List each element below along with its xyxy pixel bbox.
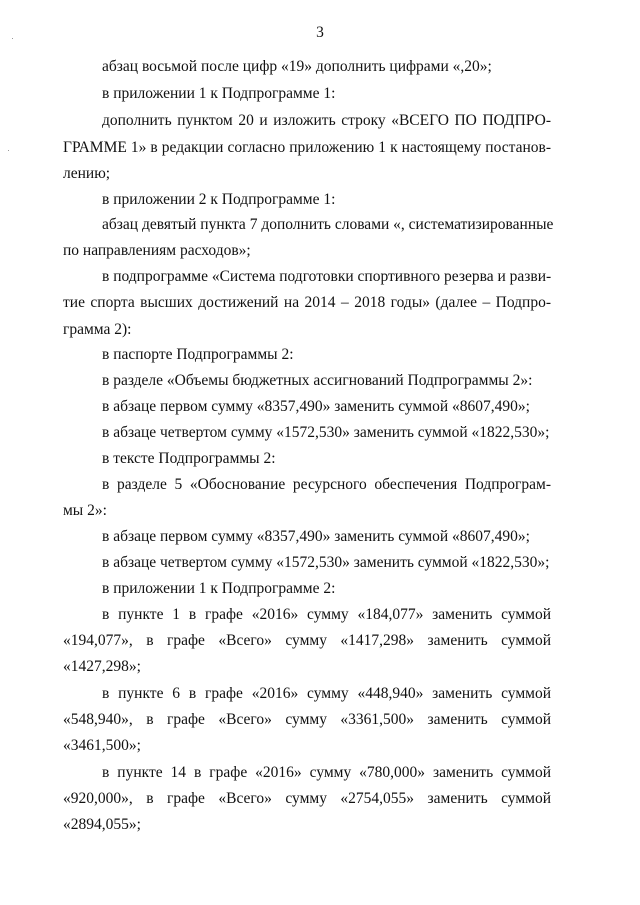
scan-speck [8, 150, 9, 151]
paragraph-line: по направлениям расходов»; [63, 242, 251, 259]
paragraph-line: «548,940», в графе «Всего» сумму «3361,500» заменить суммой [63, 711, 551, 728]
paragraph-line: в пункте 6 в графе «2016» сумму «448,940» заменить суммой [102, 685, 551, 702]
paragraph-line: в разделе 5 «Обоснование ресурсного обеспечения Подпрограм- [102, 476, 551, 493]
paragraph-line: в пункте 1 в графе «2016» сумму «184,077» заменить суммой [102, 606, 551, 623]
paragraph-line: в абзаце первом сумму «8357,490» заменить суммой «8607,490»; [102, 398, 530, 415]
paragraph-line: дополнить пунктом 20 и изложить строку «ВСЕГО ПО ПОДПРО- [102, 112, 551, 129]
paragraph-line: в тексте Подпрограммы 2: [102, 450, 276, 467]
paragraph-line: в абзаце четвертом сумму «1572,530» заменить суммой «1822,530»; [102, 554, 550, 571]
scan-speck [12, 38, 13, 39]
paragraph-line: в приложении 1 к Подпрограмме 2: [102, 580, 336, 597]
paragraph-line: абзац восьмой после цифр «19» дополнить цифрами «,20»; [102, 58, 492, 75]
paragraph-line: абзац девятый пункта 7 дополнить словами «, систематизированные [102, 216, 554, 233]
paragraph-line: в подпрограмме «Система подготовки спортивного резерва и разви- [102, 268, 552, 285]
paragraph-line: в разделе «Объемы бюджетных ассигнований Подпрограммы 2»: [102, 372, 533, 389]
paragraph-line: в паспорте Подпрограммы 2: [102, 346, 294, 363]
paragraph-line: «194,077», в графе «Всего» сумму «1417,298» заменить суммой [63, 632, 551, 649]
paragraph-line: «2894,055»; [63, 816, 141, 833]
paragraph-line: в пункте 14 в графе «2016» сумму «780,000» заменить суммой [102, 764, 551, 781]
paragraph-line: в приложении 2 к Подпрограмме 1: [102, 191, 336, 208]
paragraph-line: в абзаце первом сумму «8357,490» заменить суммой «8607,490»; [102, 528, 530, 545]
paragraph-line: «1427,298»; [63, 658, 141, 675]
paragraph-line: «3461,500»; [63, 737, 141, 754]
paragraph-line: в приложении 1 к Подпрограмме 1: [102, 85, 336, 102]
paragraph-line: мы 2»: [63, 502, 107, 519]
paragraph-line: ГРАММЕ 1» в редакции согласно приложению 1 к настоящему постанов- [63, 139, 551, 156]
paragraph-line: тие спорта высших достижений на 2014 – 2018 годы» (далее – Подпро- [63, 294, 551, 311]
paragraph-line: грамма 2): [63, 321, 132, 338]
paragraph-line: лению; [63, 165, 111, 182]
paragraph-line: «920,000», в графе «Всего» сумму «2754,055» заменить суммой [63, 790, 551, 807]
paragraph-line: в абзаце четвертом сумму «1572,530» заменить суммой «1822,530»; [102, 424, 550, 441]
page-number: 3 [316, 24, 324, 41]
